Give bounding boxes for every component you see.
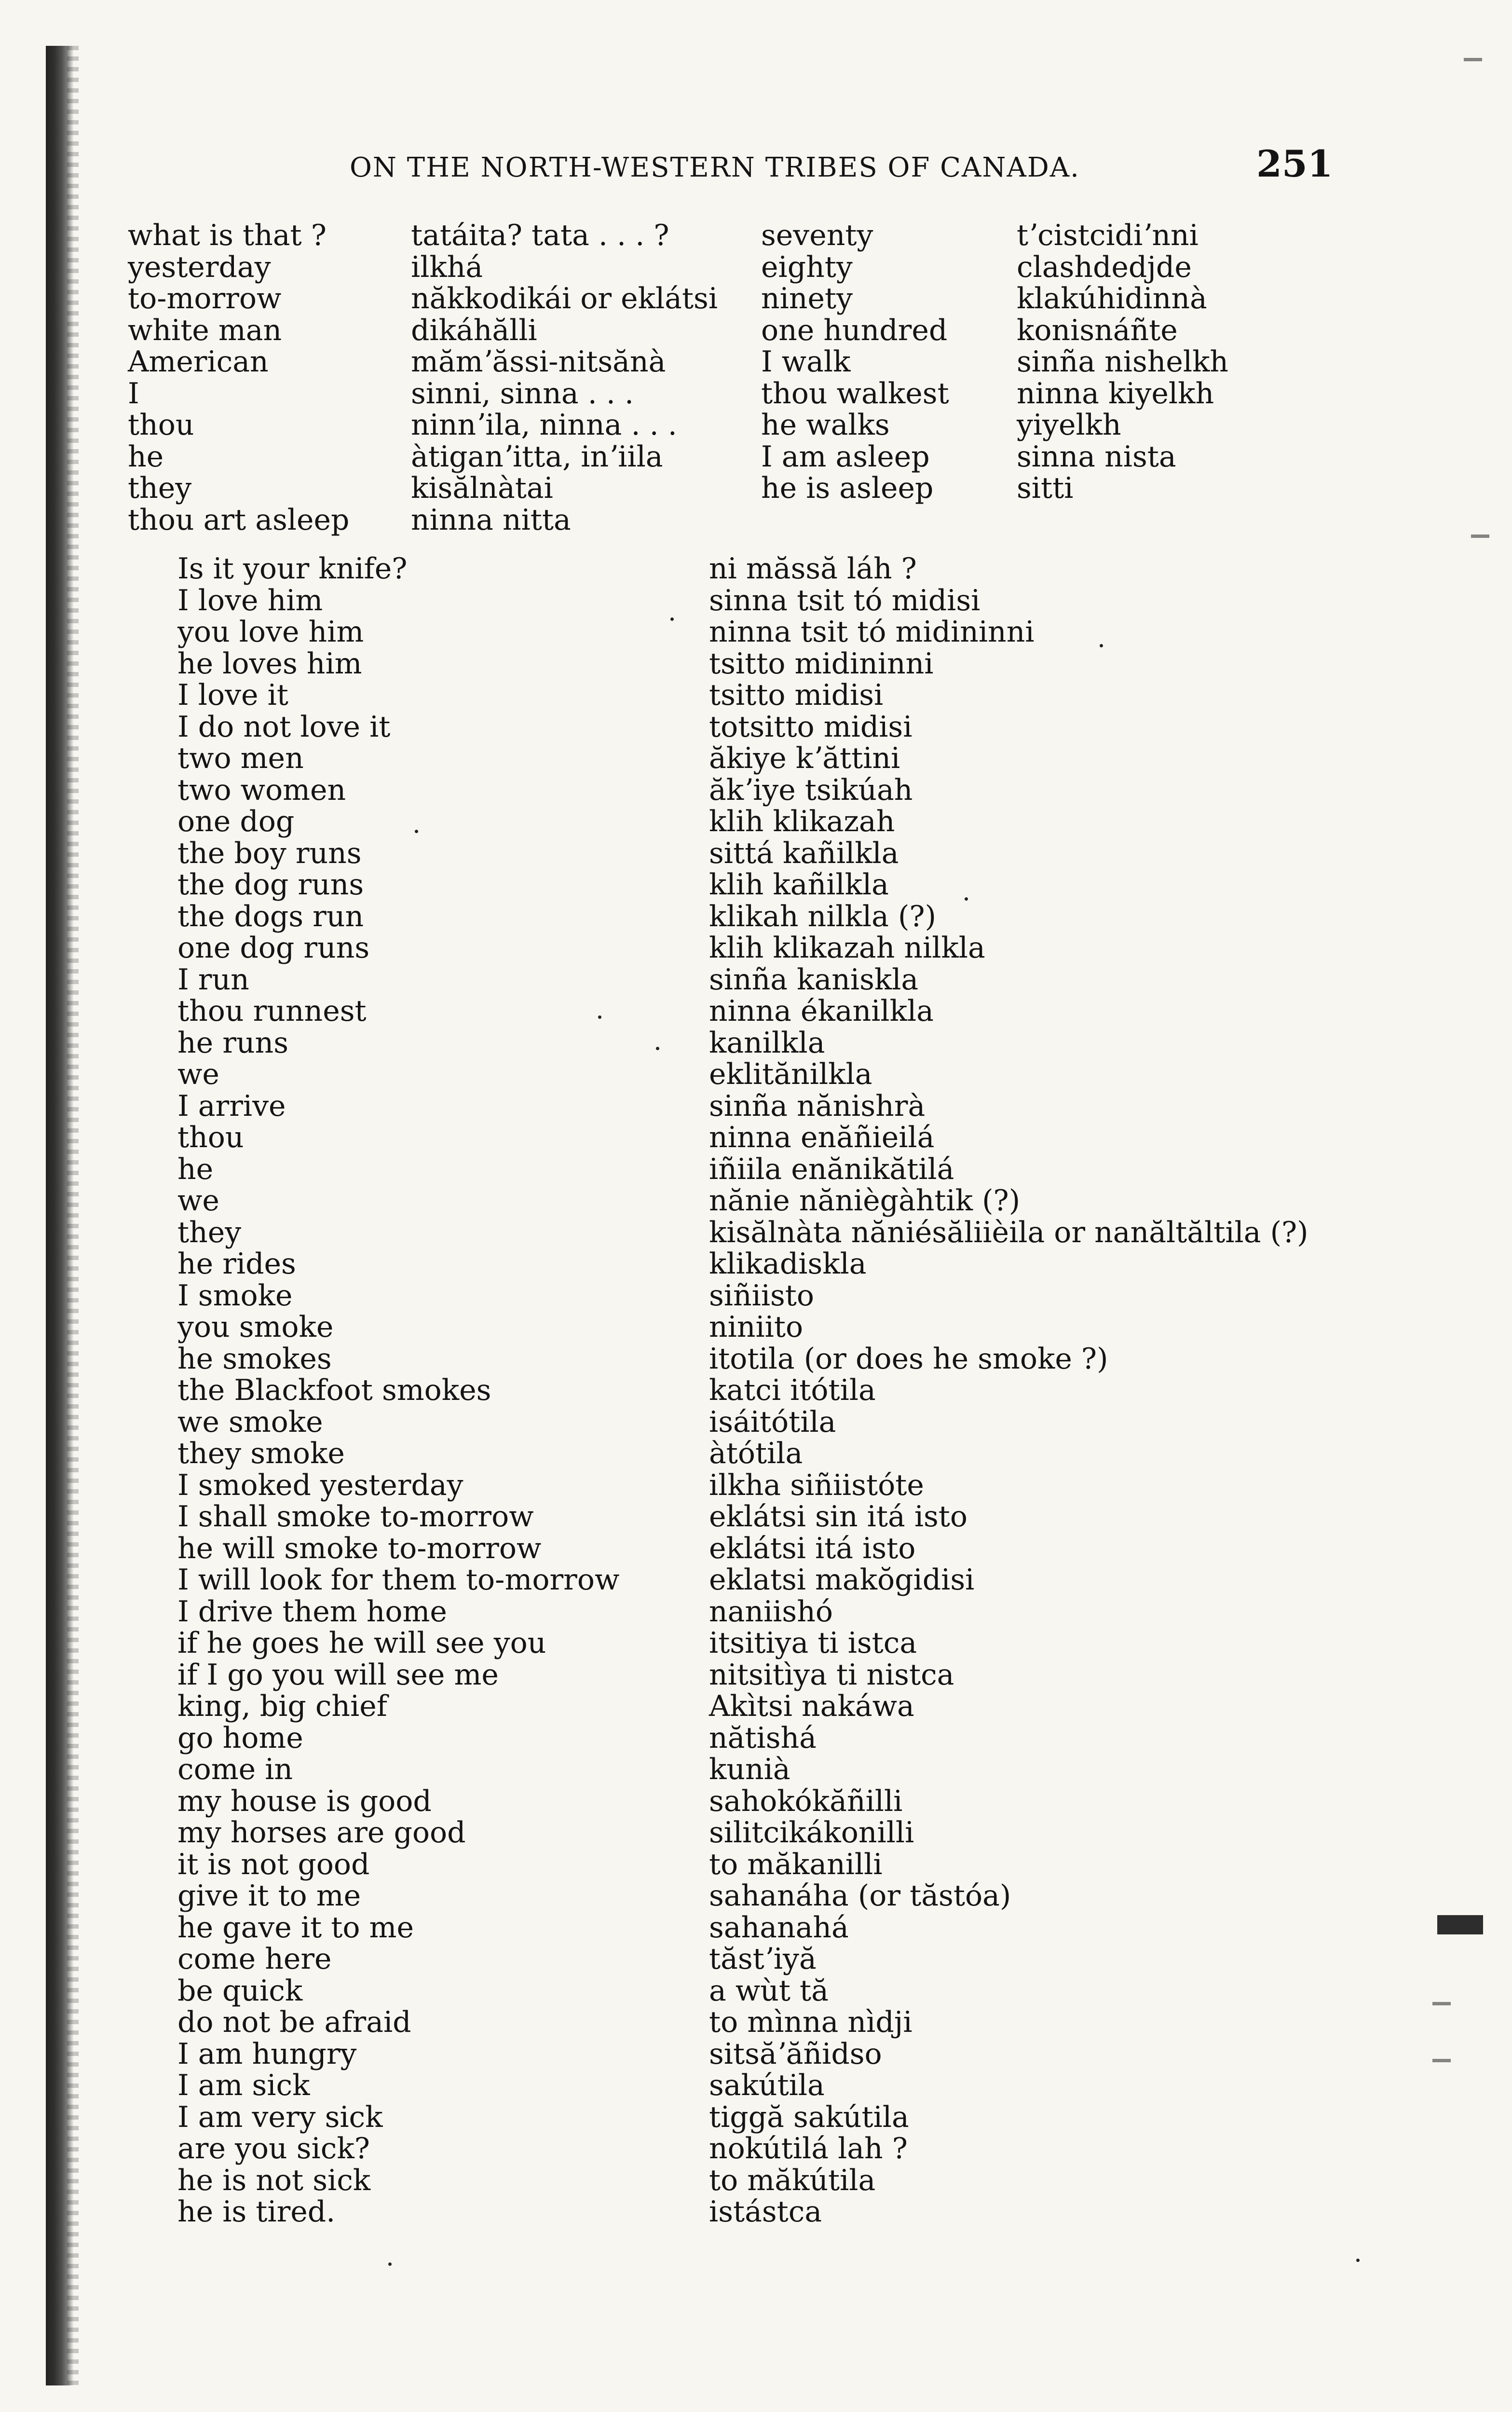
margin-rule: [1432, 2059, 1451, 2062]
phrase-native: tsitto midininni: [709, 646, 934, 681]
phrase-native: ăkiye kʼăttini: [709, 741, 900, 775]
vocab-entry-english: I am asleep: [761, 439, 930, 474]
phrase-english: he: [177, 1152, 214, 1186]
phrase-english: you smoke: [177, 1310, 334, 1344]
phrase-native: tsitto midisi: [709, 678, 884, 712]
vocab-entry-english: seventy: [761, 219, 873, 252]
phrase-english: they smoke: [177, 1437, 345, 1470]
phrase-native: tiggă sakútila: [709, 2100, 909, 2134]
phrase-native: kanilkla: [709, 1026, 825, 1060]
running-title: ON THE NORTH-WESTERN TRIBES OF CANADA.: [350, 152, 1080, 183]
phrase-english: my horses are good: [177, 1816, 466, 1850]
vocab-entry-native: klakúhidinnà: [1017, 282, 1207, 315]
phrase-native: àtótila: [709, 1437, 803, 1470]
phrase-native: isáitótila: [709, 1405, 836, 1439]
phrase-native: tăstʼiyă: [709, 1942, 817, 1976]
margin-rule: [1432, 2002, 1451, 2005]
phrase-native: ilkha siñiistóte: [709, 1468, 924, 1502]
phrase-english: he gave it to me: [177, 1910, 414, 1945]
phrase-native: ni măssă láh ?: [709, 552, 917, 586]
phrase-native: sahanahá: [709, 1910, 849, 1945]
phrase-native: nitsitìya ti nistca: [709, 1658, 954, 1692]
phrase-english-column: [177, 553, 619, 2228]
ink-speck: [1356, 2259, 1360, 2262]
phrase-native: nătishá: [709, 1721, 817, 1755]
phrase-native: istástca: [709, 2195, 822, 2229]
phrase-english: one dog runs: [177, 931, 370, 965]
margin-ink-block: [1437, 1915, 1483, 1934]
phrase-native: sakútila: [709, 2069, 825, 2102]
vocab-entry-english: I walk: [761, 345, 851, 379]
phrase-english: I do not love it: [177, 710, 391, 744]
phrase-english: they: [177, 1215, 242, 1249]
phrase-english: if I go you will see me: [177, 1658, 499, 1692]
phrase-native: sinña nănishrà: [709, 1089, 926, 1123]
phrase-native: iñiila enănikătilá: [709, 1152, 954, 1186]
phrase-english: he smokes: [177, 1342, 332, 1376]
phrase-english: he loves him: [177, 646, 362, 681]
phrase-english: I shall smoke to-morrow: [177, 1500, 534, 1534]
phrase-english: we smoke: [177, 1405, 323, 1439]
page-header: [350, 142, 1333, 200]
vocabulary-left-english-column: [128, 220, 349, 536]
phrase-native: sahanáha (or tăstóa): [709, 1879, 1011, 1913]
vocab-entry-english: ninety: [761, 282, 853, 315]
phrase-english: I am sick: [177, 2069, 310, 2102]
phrase-english: he will smoke to-morrow: [177, 1531, 542, 1565]
phrase-english: be quick: [177, 1973, 303, 2008]
vocab-entry-native: sinna nista: [1017, 439, 1176, 474]
vocab-entry-native: ninnʼila, ninna . . .: [411, 408, 677, 442]
ink-speck: [598, 1015, 601, 1019]
vocab-entry-native: ilkhá: [411, 250, 483, 284]
phrase-native-column: [709, 553, 1308, 2228]
phrase-native: to măkanilli: [709, 1847, 883, 1881]
vocab-entry-english: thou walkest: [761, 376, 949, 411]
phrase-native: sinña kaniskla: [709, 962, 919, 997]
phrase-native: klih klikazah: [709, 805, 895, 838]
phrase-native: klikah nilkla (?): [709, 899, 936, 933]
ink-speck: [415, 830, 418, 833]
binding-edge-shadow: [46, 46, 74, 2385]
phrase-english: go home: [177, 1721, 303, 1755]
vocab-entry-english: white man: [128, 313, 282, 347]
phrase-native: klikadiskla: [709, 1247, 867, 1281]
phrase-english: I love him: [177, 583, 323, 617]
phrase-native: a wùt tă: [709, 1973, 829, 2008]
phrase-native: sittá kañilkla: [709, 836, 899, 870]
vocab-entry-native: clashdedjde: [1017, 250, 1192, 284]
phrase-english: the dogs run: [177, 899, 364, 933]
phrase-english: if he goes he will see you: [177, 1626, 546, 1660]
vocab-entry-english: yesterday: [128, 250, 271, 284]
phrase-native: naniishó: [709, 1594, 833, 1629]
phrase-native: katci itótila: [709, 1373, 876, 1407]
ink-speck: [670, 617, 674, 621]
phrase-native: nănie năniègàhtik (?): [709, 1184, 1021, 1218]
vocab-entry-english: eighty: [761, 250, 853, 284]
vocab-entry-native: konisnáñte: [1017, 313, 1178, 347]
phrase-english: Is it your knife?: [177, 552, 408, 586]
vocab-entry-native: sitti: [1017, 471, 1074, 505]
phrase-english: I smoked yesterday: [177, 1468, 463, 1502]
margin-speck: [1471, 534, 1489, 538]
vocab-entry-english: to-morrow: [128, 282, 282, 315]
vocabulary-right-english-column: [761, 220, 949, 505]
phrase-english: he rides: [177, 1247, 296, 1281]
phrase-native: siñiisto: [709, 1278, 815, 1313]
vocab-entry-english: American: [128, 345, 269, 379]
phrase-english: my house is good: [177, 1784, 432, 1818]
vocab-entry-english: one hundred: [761, 313, 948, 347]
phrase-native: kunià: [709, 1753, 790, 1786]
phrase-english: I run: [177, 962, 249, 997]
vocab-entry-native: năkkodikái or eklátsi: [411, 282, 718, 315]
phrase-english: one dog: [177, 805, 295, 838]
phrase-english: he is tired.: [177, 2195, 336, 2229]
phrase-native: ninna ékanilkla: [709, 994, 934, 1028]
phrase-native: ninna tsit tó midininni: [709, 615, 1035, 649]
phrase-english: thou: [177, 1121, 244, 1154]
vocabulary-left-native-column: [411, 220, 718, 536]
phrase-english: I drive them home: [177, 1594, 447, 1629]
phrase-english: I am very sick: [177, 2100, 383, 2134]
phrase-english: two men: [177, 741, 304, 775]
phrase-native: itotila (or does he smoke ?): [709, 1342, 1108, 1376]
phrase-english: the dog runs: [177, 868, 364, 902]
vocab-entry-english: thou art asleep: [128, 503, 350, 537]
vocab-entry-english: he is asleep: [761, 471, 934, 505]
phrase-native: nokútilá lah ?: [709, 2132, 908, 2165]
vocab-entry-native: sinni, sinna . . .: [411, 376, 634, 411]
phrase-native: itsitiya ti istca: [709, 1626, 917, 1660]
phrase-english: he is not sick: [177, 2163, 371, 2197]
phrase-native: eklitănilkla: [709, 1057, 872, 1091]
phrase-native: silitcikákonilli: [709, 1816, 914, 1850]
phrase-english: I am hungry: [177, 2037, 357, 2071]
vocab-entry-native: kisălnàtai: [411, 471, 553, 505]
phrase-english: the Blackfoot smokes: [177, 1373, 491, 1407]
phrase-english: do not be afraid: [177, 2005, 411, 2039]
vocab-entry-native: ninna nitta: [411, 503, 571, 537]
vocab-entry-native: dikáhălli: [411, 313, 537, 347]
vocab-entry-english: he: [128, 439, 164, 474]
vocab-entry-native: tatáita? tata . . . ?: [411, 219, 669, 252]
vocabulary-right-native-column: [1017, 220, 1228, 505]
phrase-english: give it to me: [177, 1879, 361, 1913]
phrase-native: klih kañilkla: [709, 868, 889, 902]
phrase-english: come in: [177, 1753, 293, 1786]
phrase-native: kisălnàta năniésăliièila or nanăltăltila (?): [709, 1215, 1308, 1249]
phrase-native: sinna tsit tó midisi: [709, 583, 981, 617]
vocab-entry-native: mămʼăssi-nitsănà: [411, 345, 666, 379]
phrase-english: two women: [177, 773, 346, 807]
phrase-english: he runs: [177, 1026, 288, 1060]
phrase-native: totsitto midisi: [709, 710, 913, 744]
phrase-native: klih klikazah nilkla: [709, 931, 985, 965]
vocab-entry-english: he walks: [761, 408, 890, 442]
phrase-english: come here: [177, 1942, 332, 1976]
phrase-english: we: [177, 1184, 219, 1218]
vocab-entry-native: sinña nishelkh: [1017, 345, 1229, 379]
phrase-english: I will look for them to-morrow: [177, 1563, 620, 1597]
ink-speck: [965, 897, 968, 901]
phrase-english: king, big chief: [177, 1689, 387, 1723]
phrase-native: eklátsi sin itá isto: [709, 1500, 968, 1534]
phrase-english: the boy runs: [177, 836, 362, 870]
vocab-entry-english: I: [128, 376, 139, 411]
vocab-entry-english: what is that ?: [128, 219, 327, 252]
margin-speck: [1464, 58, 1482, 61]
vocab-entry-native: tʼcistcidiʼnni: [1017, 219, 1199, 252]
vocab-entry-english: thou: [128, 408, 194, 442]
phrase-native: eklatsi makŏgidisi: [709, 1563, 975, 1597]
page-number: 251: [1256, 142, 1333, 185]
phrase-native: to măkútila: [709, 2163, 876, 2197]
vocab-entry-native: ninna kiyelkh: [1017, 376, 1214, 411]
phrase-native: sitsăʼăñidso: [709, 2037, 882, 2071]
phrase-native: ăkʼiye tsikúah: [709, 773, 913, 807]
ink-speck: [388, 2262, 392, 2266]
phrase-english: it is not good: [177, 1847, 370, 1881]
phrase-english: I smoke: [177, 1278, 293, 1313]
phrase-native: to mìnna nìdji: [709, 2005, 913, 2039]
ink-speck: [1100, 644, 1103, 647]
phrase-english: thou runnest: [177, 994, 367, 1028]
vocab-entry-native: àtiganʼitta, inʼiila: [411, 439, 663, 474]
phrase-english: I arrive: [177, 1089, 286, 1123]
phrase-english: I love it: [177, 678, 288, 712]
phrase-native: sahokókăñilli: [709, 1784, 903, 1818]
vocab-entry-english: they: [128, 471, 192, 505]
phrase-english: we: [177, 1057, 219, 1091]
phrase-native: Akìtsi nakáwa: [709, 1689, 914, 1723]
phrase-native: niniito: [709, 1310, 804, 1344]
ink-speck: [656, 1047, 659, 1050]
phrase-english: you love him: [177, 615, 364, 649]
vocab-entry-native: yiyelkh: [1017, 408, 1121, 442]
phrase-native: eklátsi itá isto: [709, 1531, 916, 1565]
phrase-english: are you sick?: [177, 2132, 370, 2165]
phrase-native: ninna enăñieilá: [709, 1121, 935, 1154]
